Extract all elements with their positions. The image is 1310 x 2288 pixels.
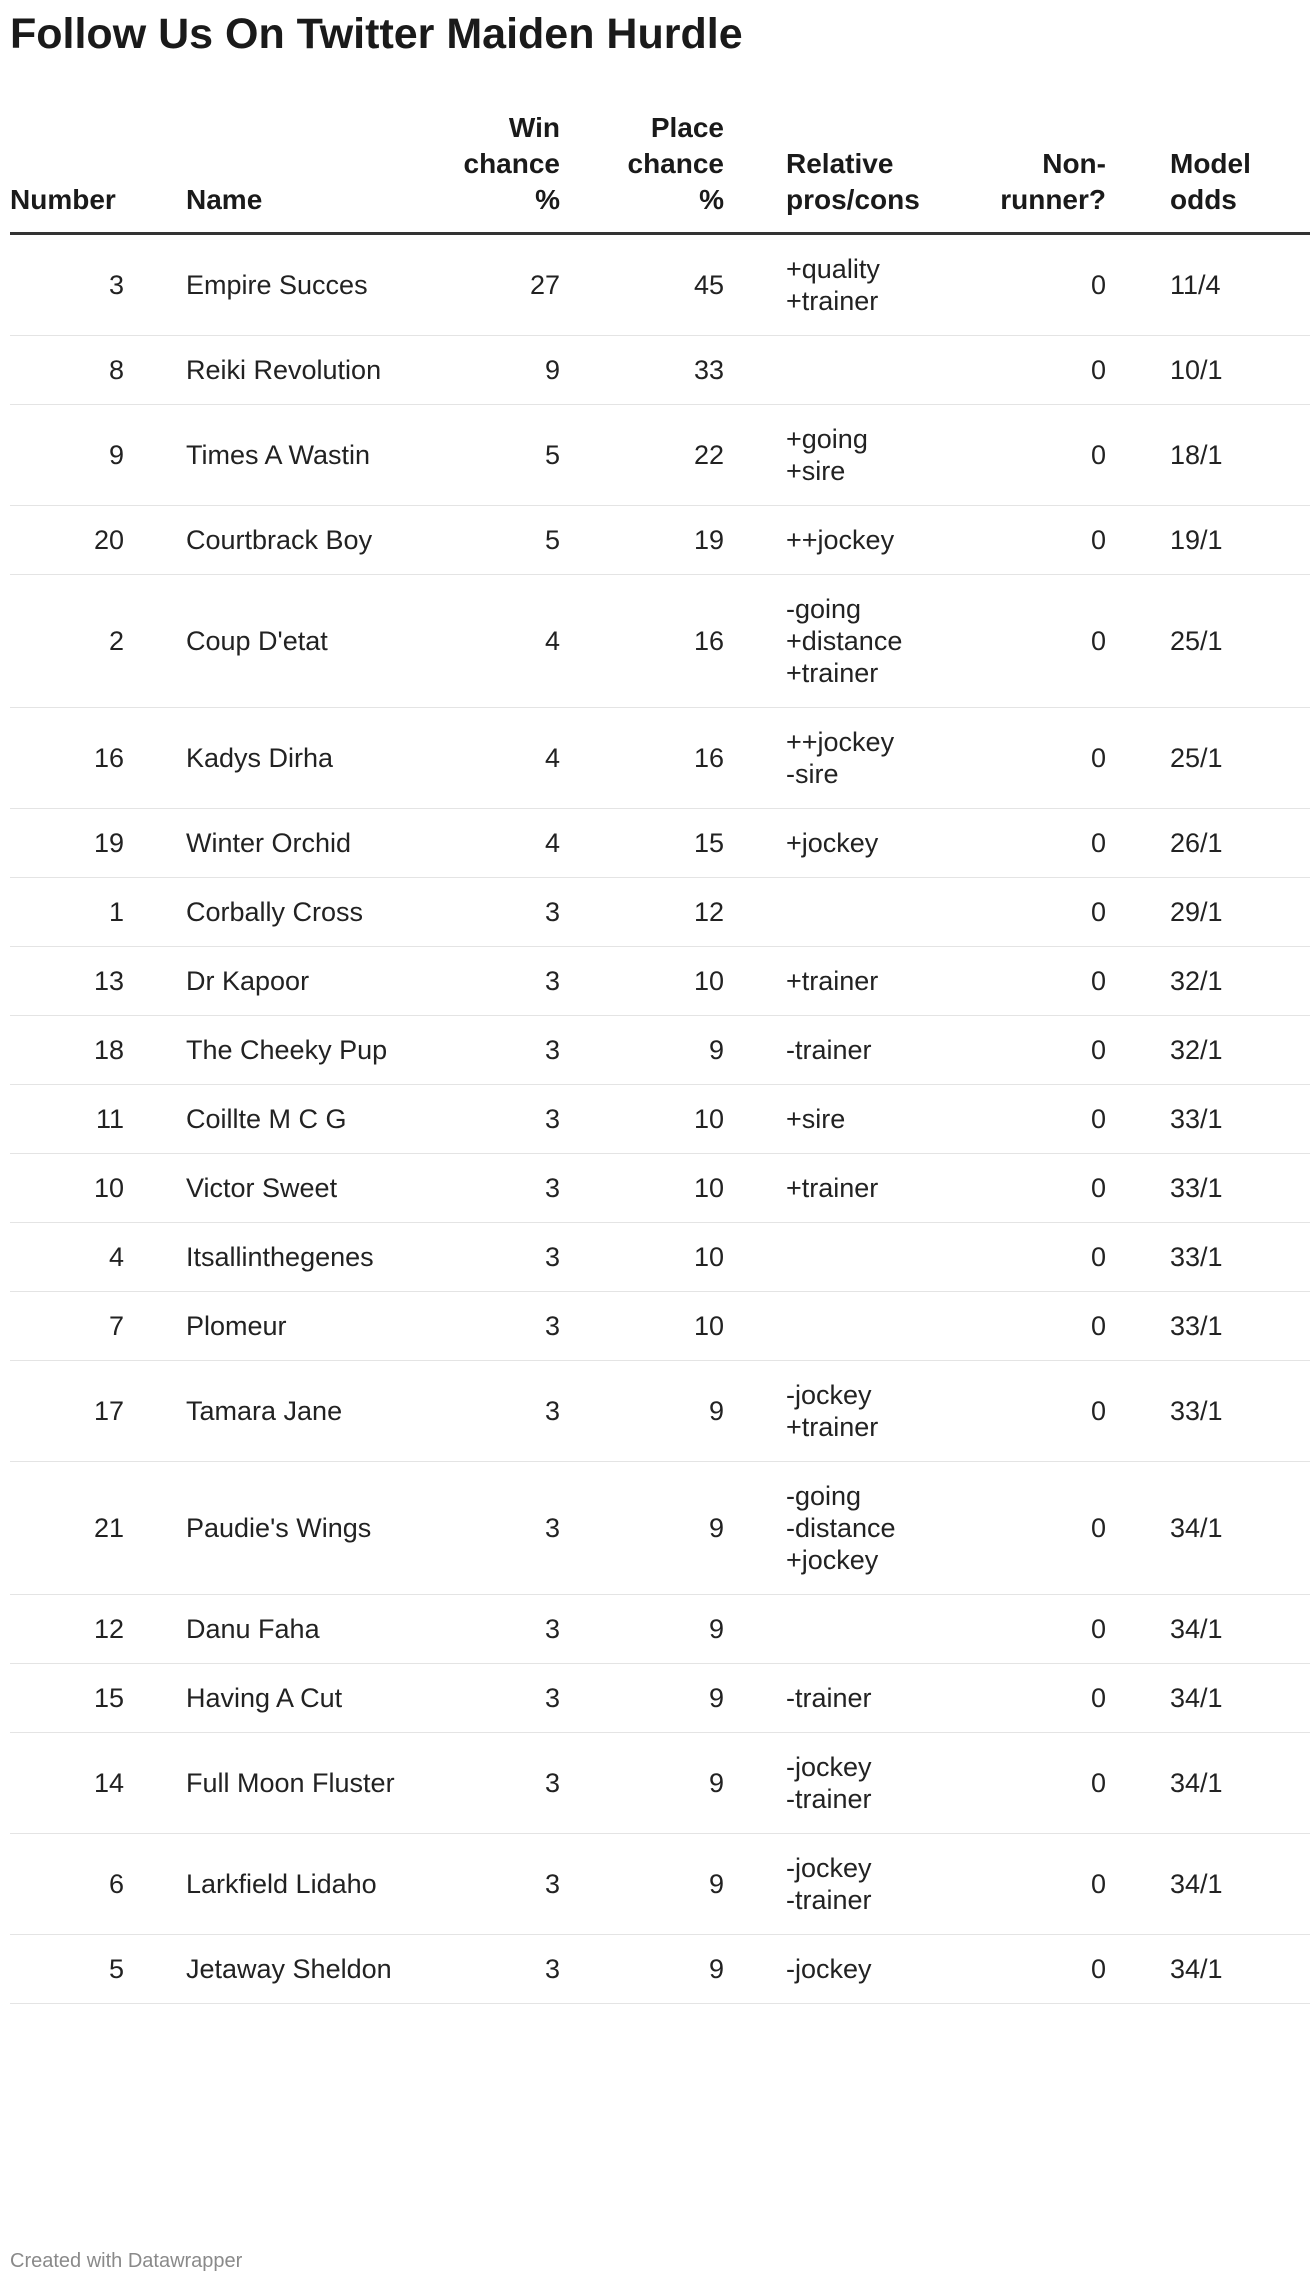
cell-model-odds: 18/1 xyxy=(1106,405,1310,506)
header-win-line-1: Win xyxy=(508,112,560,143)
cell-non-runner: 0 xyxy=(960,336,1106,405)
cell-name: Kadys Dirha xyxy=(124,708,410,809)
cell-number: 20 xyxy=(10,506,124,575)
cell-number: 2 xyxy=(10,575,124,708)
cell-non-runner: 0 xyxy=(960,1292,1106,1361)
cell-number: 19 xyxy=(10,809,124,878)
cell-name: Corbally Cross xyxy=(124,878,410,947)
cell-win-chance: 4 xyxy=(410,575,560,708)
header-nr-line-1: Non- xyxy=(1042,148,1106,179)
cell-model-odds: 10/1 xyxy=(1106,336,1310,405)
cell-pros-cons: -trainer xyxy=(724,1016,960,1085)
table-body xyxy=(10,234,1310,2004)
cell-non-runner: 0 xyxy=(960,1154,1106,1223)
table-row xyxy=(10,1664,1310,1733)
cell-model-odds: 32/1 xyxy=(1106,1016,1310,1085)
cell-number: 9 xyxy=(10,405,124,506)
cell-win-chance: 4 xyxy=(410,708,560,809)
cell-pros-cons: +sire xyxy=(724,1085,960,1154)
cell-place-chance: 9 xyxy=(560,1016,724,1085)
cell-win-chance: 3 xyxy=(410,1085,560,1154)
header-win-line-2: chance xyxy=(463,148,560,179)
cell-pros-cons: +trainer xyxy=(724,1154,960,1223)
cell-number: 14 xyxy=(10,1733,124,1834)
cell-number: 4 xyxy=(10,1223,124,1292)
cell-pros-cons xyxy=(724,1595,960,1664)
cell-model-odds: 26/1 xyxy=(1106,809,1310,878)
cell-non-runner: 0 xyxy=(960,1462,1106,1595)
header-pros-line-2: pros/cons xyxy=(786,184,920,215)
table-row xyxy=(10,405,1310,506)
table-row xyxy=(10,708,1310,809)
cell-place-chance: 16 xyxy=(560,708,724,809)
header-number-line-1: Number xyxy=(10,184,116,215)
table-row xyxy=(10,1085,1310,1154)
table-row xyxy=(10,1595,1310,1664)
cell-model-odds: 11/4 xyxy=(1106,234,1310,336)
cell-number: 18 xyxy=(10,1016,124,1085)
cell-win-chance: 3 xyxy=(410,1935,560,2004)
cell-win-chance: 3 xyxy=(410,1664,560,1733)
table-row xyxy=(10,809,1310,878)
cell-name: Winter Orchid xyxy=(124,809,410,878)
cell-non-runner: 0 xyxy=(960,1935,1106,2004)
runners-table xyxy=(10,110,1310,2004)
cell-model-odds: 33/1 xyxy=(1106,1085,1310,1154)
cell-model-odds: 34/1 xyxy=(1106,1733,1310,1834)
cell-number: 7 xyxy=(10,1292,124,1361)
cell-number: 10 xyxy=(10,1154,124,1223)
cell-non-runner: 0 xyxy=(960,878,1106,947)
header-name[interactable] xyxy=(124,110,410,234)
cell-win-chance: 3 xyxy=(410,1462,560,1595)
cell-pros-cons: -jockey -trainer xyxy=(724,1733,960,1834)
cell-win-chance: 9 xyxy=(410,336,560,405)
cell-name: Courtbrack Boy xyxy=(124,506,410,575)
header-win-line-3: % xyxy=(535,184,560,215)
cell-non-runner: 0 xyxy=(960,1664,1106,1733)
cell-pros-cons: -trainer xyxy=(724,1664,960,1733)
cell-non-runner: 0 xyxy=(960,708,1106,809)
cell-model-odds: 29/1 xyxy=(1106,878,1310,947)
header-model-odds[interactable] xyxy=(1106,110,1310,234)
cell-pros-cons: +going +sire xyxy=(724,405,960,506)
cell-win-chance: 4 xyxy=(410,809,560,878)
cell-name: Danu Faha xyxy=(124,1595,410,1664)
cell-non-runner: 0 xyxy=(960,1834,1106,1935)
header-place-line-3: % xyxy=(699,184,724,215)
cell-name: Victor Sweet xyxy=(124,1154,410,1223)
cell-place-chance: 9 xyxy=(560,1935,724,2004)
cell-pros-cons xyxy=(724,1223,960,1292)
cell-pros-cons: -going +distance +trainer xyxy=(724,575,960,708)
cell-name: Dr Kapoor xyxy=(124,947,410,1016)
cell-name: Times A Wastin xyxy=(124,405,410,506)
table-container xyxy=(10,110,1251,2004)
cell-number: 12 xyxy=(10,1595,124,1664)
header-name-line-1: Name xyxy=(186,184,263,215)
header-win-chance[interactable] xyxy=(410,110,560,234)
cell-number: 16 xyxy=(10,708,124,809)
cell-win-chance: 3 xyxy=(410,1016,560,1085)
cell-name: Full Moon Fluster xyxy=(124,1733,410,1834)
cell-name: Having A Cut xyxy=(124,1664,410,1733)
cell-place-chance: 15 xyxy=(560,809,724,878)
cell-pros-cons xyxy=(724,336,960,405)
cell-model-odds: 34/1 xyxy=(1106,1462,1310,1595)
table-row xyxy=(10,947,1310,1016)
header-place-chance[interactable] xyxy=(560,110,724,234)
cell-name: Empire Succes xyxy=(124,234,410,336)
cell-model-odds: 25/1 xyxy=(1106,708,1310,809)
header-place-line-2: chance xyxy=(627,148,724,179)
cell-place-chance: 10 xyxy=(560,947,724,1016)
cell-place-chance: 9 xyxy=(560,1834,724,1935)
cell-name: Tamara Jane xyxy=(124,1361,410,1462)
header-place-line-1: Place xyxy=(650,112,724,143)
cell-place-chance: 9 xyxy=(560,1664,724,1733)
cell-non-runner: 0 xyxy=(960,575,1106,708)
table-row xyxy=(10,1292,1310,1361)
header-odds-line-2: odds xyxy=(1170,184,1237,215)
cell-pros-cons: +quality +trainer xyxy=(724,234,960,336)
cell-non-runner: 0 xyxy=(960,405,1106,506)
cell-place-chance: 9 xyxy=(560,1733,724,1834)
cell-win-chance: 5 xyxy=(410,405,560,506)
table-row xyxy=(10,575,1310,708)
cell-pros-cons: ++jockey xyxy=(724,506,960,575)
cell-pros-cons xyxy=(724,878,960,947)
cell-name: Coillte M C G xyxy=(124,1085,410,1154)
header-number[interactable] xyxy=(10,110,124,234)
cell-non-runner: 0 xyxy=(960,506,1106,575)
cell-number: 5 xyxy=(10,1935,124,2004)
cell-model-odds: 32/1 xyxy=(1106,947,1310,1016)
cell-non-runner: 0 xyxy=(960,1085,1106,1154)
cell-win-chance: 3 xyxy=(410,1361,560,1462)
cell-name: The Cheeky Pup xyxy=(124,1016,410,1085)
cell-name: Coup D'etat xyxy=(124,575,410,708)
cell-number: 17 xyxy=(10,1361,124,1462)
cell-number: 6 xyxy=(10,1834,124,1935)
cell-win-chance: 3 xyxy=(410,1154,560,1223)
table-row xyxy=(10,1361,1310,1462)
cell-name: Reiki Revolution xyxy=(124,336,410,405)
cell-model-odds: 34/1 xyxy=(1106,1834,1310,1935)
cell-name: Plomeur xyxy=(124,1292,410,1361)
cell-non-runner: 0 xyxy=(960,1016,1106,1085)
cell-model-odds: 33/1 xyxy=(1106,1292,1310,1361)
cell-number: 3 xyxy=(10,234,124,336)
cell-win-chance: 3 xyxy=(410,1292,560,1361)
cell-win-chance: 3 xyxy=(410,1223,560,1292)
table-row xyxy=(10,1733,1310,1834)
cell-place-chance: 10 xyxy=(560,1085,724,1154)
table-row xyxy=(10,234,1310,336)
cell-pros-cons: +jockey xyxy=(724,809,960,878)
cell-name: Paudie's Wings xyxy=(124,1462,410,1595)
header-pros-cons[interactable] xyxy=(724,110,960,234)
cell-place-chance: 16 xyxy=(560,575,724,708)
cell-place-chance: 12 xyxy=(560,878,724,947)
cell-model-odds: 34/1 xyxy=(1106,1595,1310,1664)
cell-non-runner: 0 xyxy=(960,1733,1106,1834)
cell-place-chance: 33 xyxy=(560,336,724,405)
cell-model-odds: 25/1 xyxy=(1106,575,1310,708)
cell-pros-cons: -jockey +trainer xyxy=(724,1361,960,1462)
cell-non-runner: 0 xyxy=(960,234,1106,336)
table-row xyxy=(10,1462,1310,1595)
cell-win-chance: 3 xyxy=(410,1595,560,1664)
header-pros-line-1: Relative xyxy=(786,148,894,179)
cell-pros-cons: -jockey -trainer xyxy=(724,1834,960,1935)
cell-model-odds: 33/1 xyxy=(1106,1223,1310,1292)
cell-model-odds: 19/1 xyxy=(1106,506,1310,575)
cell-model-odds: 33/1 xyxy=(1106,1154,1310,1223)
cell-model-odds: 34/1 xyxy=(1106,1935,1310,2004)
table-row xyxy=(10,1834,1310,1935)
cell-non-runner: 0 xyxy=(960,947,1106,1016)
cell-model-odds: 34/1 xyxy=(1106,1664,1310,1733)
cell-model-odds: 33/1 xyxy=(1106,1361,1310,1462)
cell-win-chance: 27 xyxy=(410,234,560,336)
cell-number: 15 xyxy=(10,1664,124,1733)
cell-place-chance: 45 xyxy=(560,234,724,336)
table-row xyxy=(10,878,1310,947)
cell-non-runner: 0 xyxy=(960,1595,1106,1664)
cell-number: 21 xyxy=(10,1462,124,1595)
header-non-runner[interactable] xyxy=(960,110,1106,234)
cell-win-chance: 3 xyxy=(410,1733,560,1834)
table-row xyxy=(10,1154,1310,1223)
cell-number: 1 xyxy=(10,878,124,947)
cell-win-chance: 3 xyxy=(410,878,560,947)
cell-win-chance: 5 xyxy=(410,506,560,575)
cell-name: Larkfield Lidaho xyxy=(124,1834,410,1935)
cell-place-chance: 10 xyxy=(560,1154,724,1223)
cell-pros-cons xyxy=(724,1292,960,1361)
cell-place-chance: 19 xyxy=(560,506,724,575)
table-row xyxy=(10,1016,1310,1085)
cell-place-chance: 22 xyxy=(560,405,724,506)
cell-number: 13 xyxy=(10,947,124,1016)
cell-non-runner: 0 xyxy=(960,1223,1106,1292)
cell-win-chance: 3 xyxy=(410,947,560,1016)
table-row xyxy=(10,1935,1310,2004)
cell-place-chance: 9 xyxy=(560,1462,724,1595)
cell-non-runner: 0 xyxy=(960,809,1106,878)
table-row xyxy=(10,336,1310,405)
cell-name: Jetaway Sheldon xyxy=(124,1935,410,2004)
cell-place-chance: 10 xyxy=(560,1292,724,1361)
cell-place-chance: 10 xyxy=(560,1223,724,1292)
cell-pros-cons: -going -distance +jockey xyxy=(724,1462,960,1595)
header-odds-line-1: Model xyxy=(1170,148,1251,179)
cell-number: 11 xyxy=(10,1085,124,1154)
table-row xyxy=(10,506,1310,575)
header-nr-line-2: runner? xyxy=(1000,184,1106,215)
cell-pros-cons: +trainer xyxy=(724,947,960,1016)
cell-name: Itsallinthegenes xyxy=(124,1223,410,1292)
cell-place-chance: 9 xyxy=(560,1361,724,1462)
cell-pros-cons: -jockey xyxy=(724,1935,960,2004)
table-row xyxy=(10,1223,1310,1292)
cell-win-chance: 3 xyxy=(410,1834,560,1935)
cell-non-runner: 0 xyxy=(960,1361,1106,1462)
cell-pros-cons: ++jockey -sire xyxy=(724,708,960,809)
datawrapper-credit: Created with Datawrapper xyxy=(10,2250,243,2272)
header-row xyxy=(10,110,1310,234)
cell-number: 8 xyxy=(10,336,124,405)
cell-place-chance: 9 xyxy=(560,1595,724,1664)
page-title: Follow Us On Twitter Maiden Hurdle xyxy=(10,10,743,58)
